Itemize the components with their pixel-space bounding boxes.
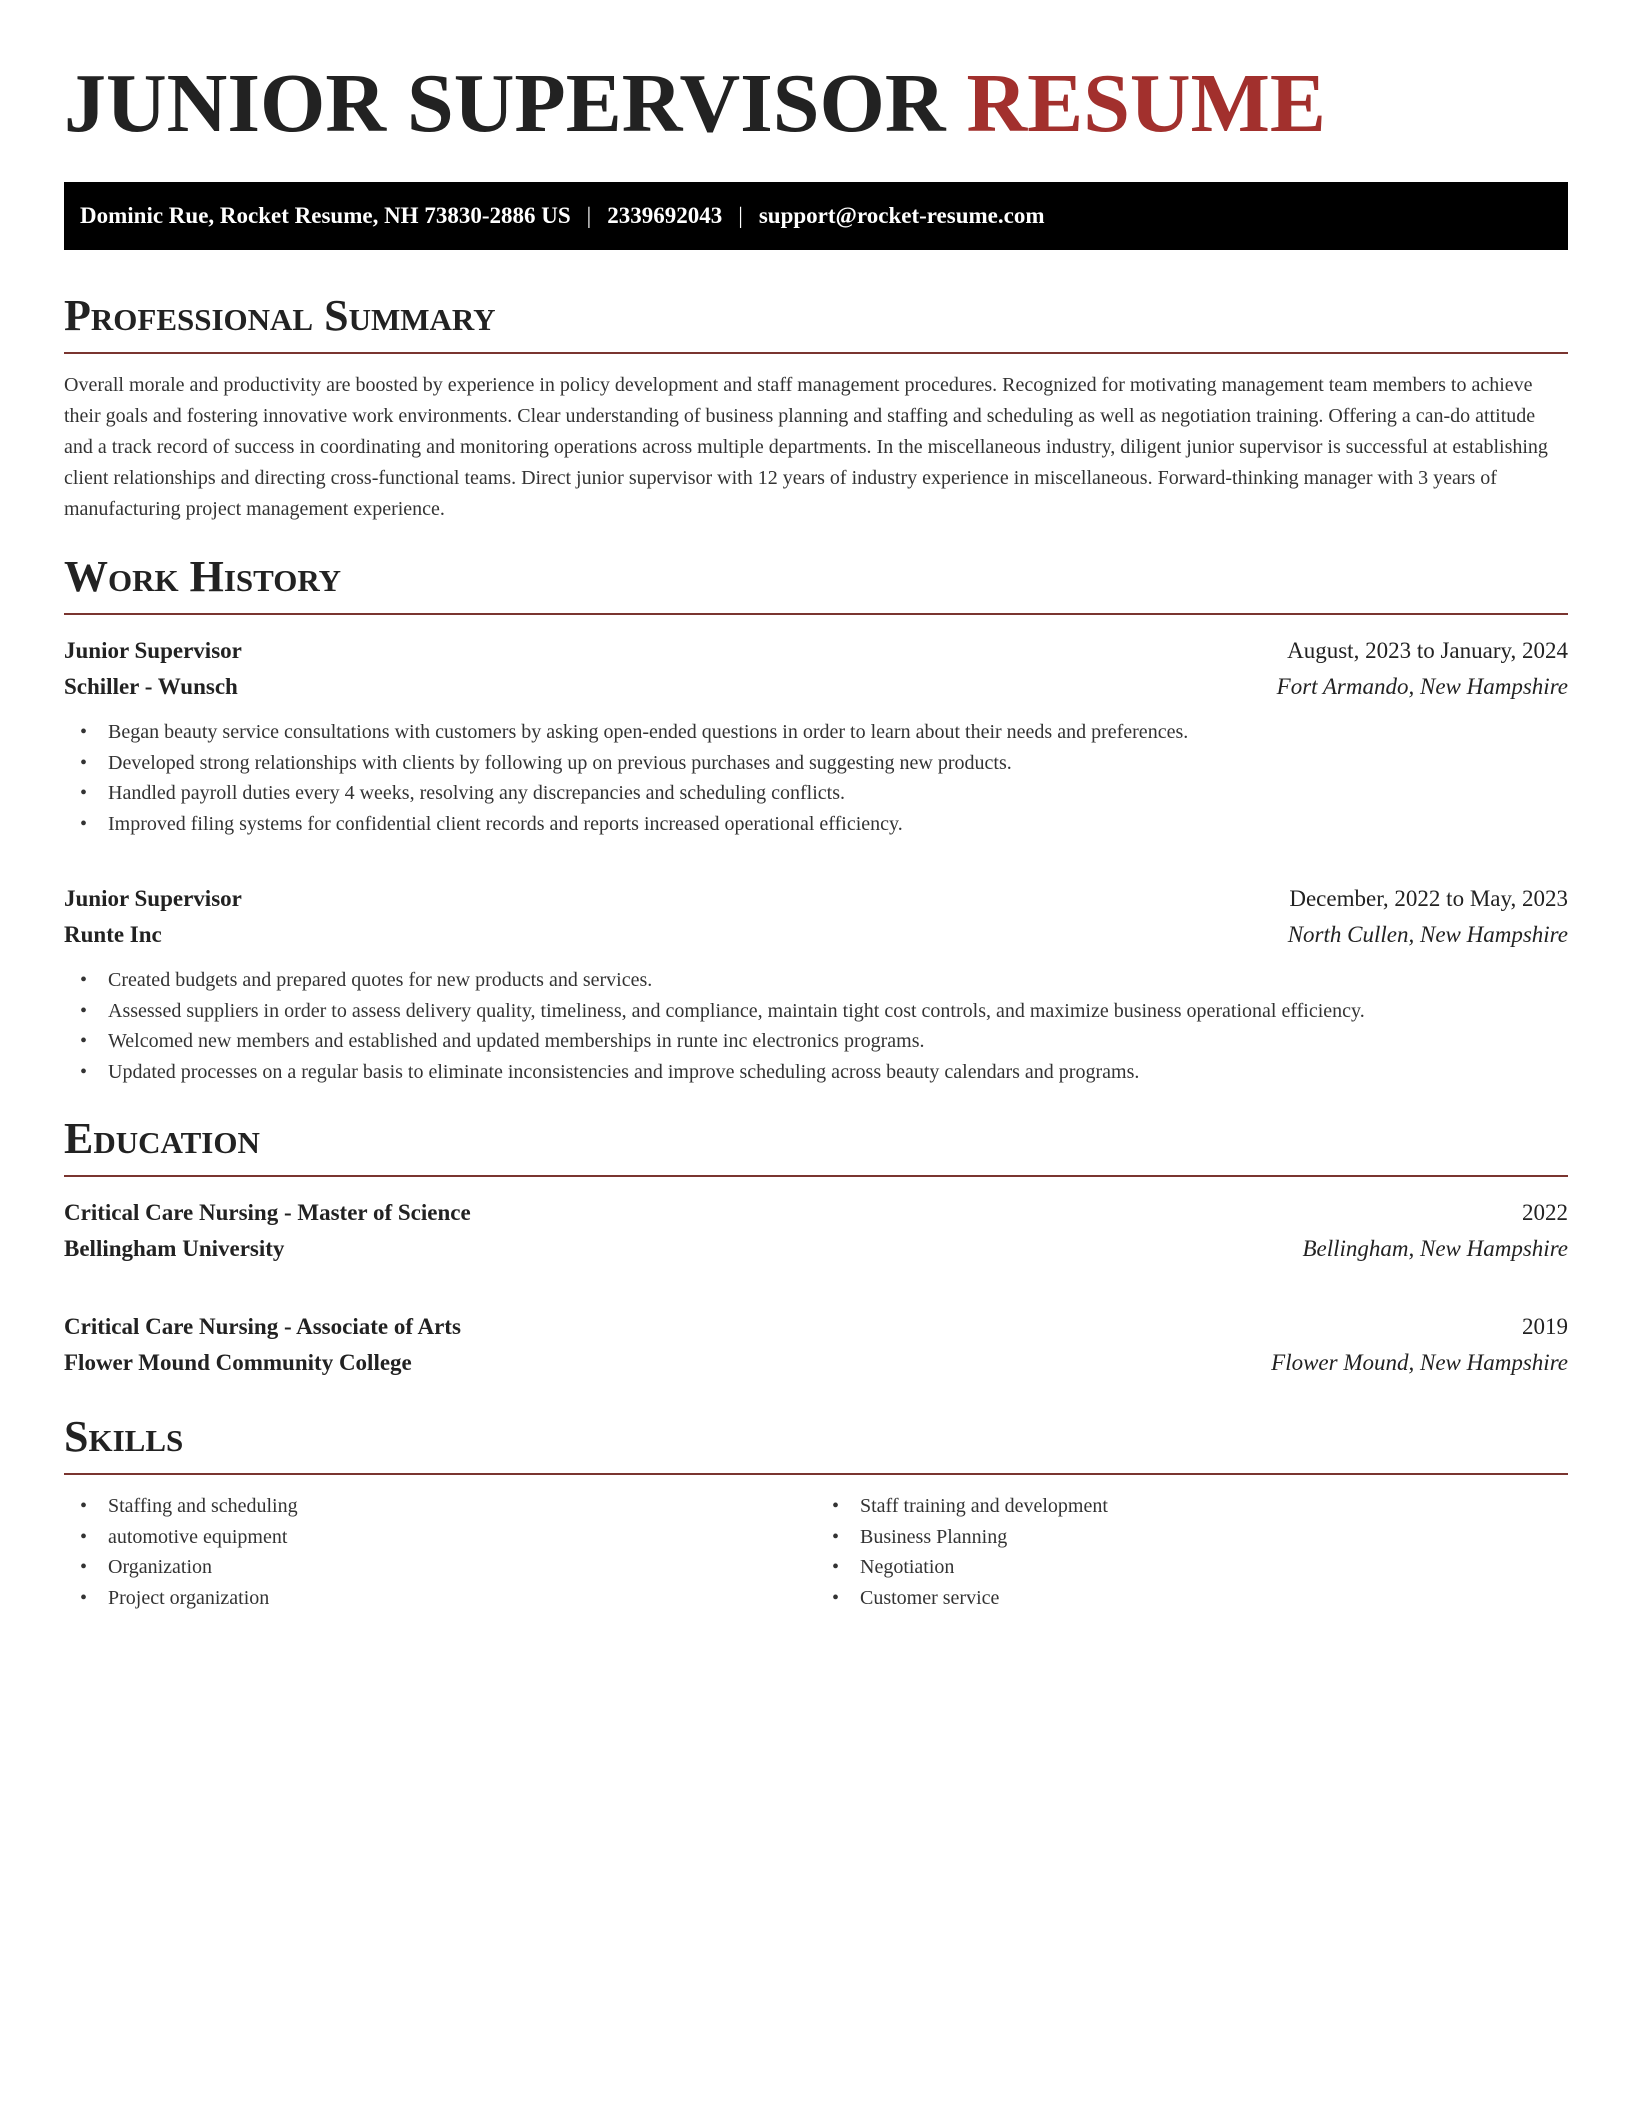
school-row: [64, 1231, 1568, 1267]
job-bullet: • Developed strong relationships with clients by following up on previous purchases and suggesting new products.: [64, 748, 1568, 779]
school-row: [64, 1345, 1568, 1381]
skill-item: • Customer service: [816, 1583, 1568, 1614]
skill-item: • automotive equipment: [64, 1522, 816, 1553]
skills-list: [64, 1491, 816, 1613]
degree: Critical Care Nursing - Master of Science: [64, 1200, 471, 1225]
summary-text: Overall morale and productivity are boosted by experience in policy development and staff management procedures. Recognized for motivating management team members to achieve their goals and fostering innovative work environments. Clear understanding of business planning and staffing and scheduling as well as negotiation training. Offering a can-do attitude and a track record of success in coordinating and monitoring operations across multiple departments. In the miscellaneous industry, diligent junior supervisor is successful at establishing client relationships and directing cross-functional teams. Direct junior supervisor with 12 years of industry experience in miscellaneous. Forward-thinking manager with 3 years of manufacturing project management experience.: [64, 374, 1548, 520]
skills-section: [64, 1411, 1568, 1613]
education-section: [64, 1113, 1568, 1381]
skills-column-left: [64, 1491, 816, 1613]
graduation-year: 2022: [1522, 1200, 1568, 1225]
job-company-row: [64, 669, 1568, 705]
degree-row: [64, 1309, 1568, 1345]
education-entry: [64, 1195, 1568, 1267]
job-bullet: • Welcomed new members and established and updated memberships in runte inc electronics programs.: [64, 1026, 1568, 1057]
job-entry: [64, 633, 1568, 839]
job-bullets: [64, 717, 1568, 839]
job-bullets: [64, 965, 1568, 1087]
contact-email: support@rocket-resume.com: [758, 203, 1045, 228]
contact-separator: |: [586, 203, 592, 228]
job-title: Junior Supervisor: [64, 638, 242, 663]
degree-row: [64, 1195, 1568, 1231]
degree: Critical Care Nursing - Associate of Arts: [64, 1314, 461, 1339]
skills-heading: Skills: [64, 1411, 1568, 1475]
resume-title: [64, 56, 1568, 152]
job-title-row: [64, 881, 1568, 917]
title-accent: RESUME: [966, 57, 1326, 150]
education-entry: [64, 1309, 1568, 1381]
job-dates: August, 2023 to January, 2024: [1287, 638, 1568, 663]
contact-bar: [64, 182, 1568, 250]
job-company: Schiller - Wunsch: [64, 674, 238, 699]
skill-item: • Staff training and development: [816, 1491, 1568, 1522]
skill-item: • Negotiation: [816, 1552, 1568, 1583]
job-title-row: [64, 633, 1568, 669]
job-bullet: • Updated processes on a regular basis to eliminate inconsistencies and improve scheduling across beauty calendars and programs.: [64, 1057, 1568, 1088]
job-dates: December, 2022 to May, 2023: [1289, 886, 1568, 911]
education-heading: Education: [64, 1113, 1568, 1177]
job-title: Junior Supervisor: [64, 886, 242, 911]
school: Flower Mound Community College: [64, 1350, 412, 1375]
contact-address: Dominic Rue, Rocket Resume, NH 73830-2886 US: [80, 203, 571, 228]
title-main: JUNIOR SUPERVISOR: [64, 57, 946, 150]
summary-section: [64, 290, 1568, 525]
skill-item: • Staffing and scheduling: [64, 1491, 816, 1522]
skill-item: • Business Planning: [816, 1522, 1568, 1553]
summary-heading: Professional Summary: [64, 290, 1568, 354]
job-bullet: • Improved filing systems for confidential client records and reports increased operational efficiency.: [64, 809, 1568, 840]
contact-separator: |: [738, 203, 743, 228]
job-bullet: • Handled payroll duties every 4 weeks, resolving any discrepancies and scheduling conflicts.: [64, 778, 1568, 809]
skills-column-right: [816, 1491, 1568, 1613]
skill-item: • Organization: [64, 1552, 816, 1583]
work-history-heading: Work History: [64, 551, 1568, 615]
school-location: Flower Mound, New Hampshire: [1271, 1350, 1568, 1375]
graduation-year: 2019: [1522, 1314, 1568, 1339]
work-history-section: [64, 551, 1568, 1087]
skill-item: • Project organization: [64, 1583, 816, 1614]
job-location: North Cullen, New Hampshire: [1287, 922, 1568, 947]
skills-list: [816, 1491, 1568, 1613]
job-bullet: • Created budgets and prepared quotes for new products and services.: [64, 965, 1568, 996]
school-location: Bellingham, New Hampshire: [1302, 1236, 1568, 1261]
contact-phone: 2339692043: [607, 203, 723, 228]
job-company: Runte Inc: [64, 922, 162, 947]
job-bullet: • Began beauty service consultations with customers by asking open-ended questions in order to learn about their needs and preferences.: [64, 717, 1568, 748]
job-company-row: [64, 917, 1568, 953]
job-location: Fort Armando, New Hampshire: [1276, 674, 1568, 699]
job-bullet: • Assessed suppliers in order to assess delivery quality, timeliness, and compliance, maintain tight cost controls, and maximize business operational efficiency.: [64, 996, 1568, 1027]
skills-grid: [64, 1491, 1568, 1613]
job-entry: [64, 881, 1568, 1087]
school: Bellingham University: [64, 1236, 285, 1261]
